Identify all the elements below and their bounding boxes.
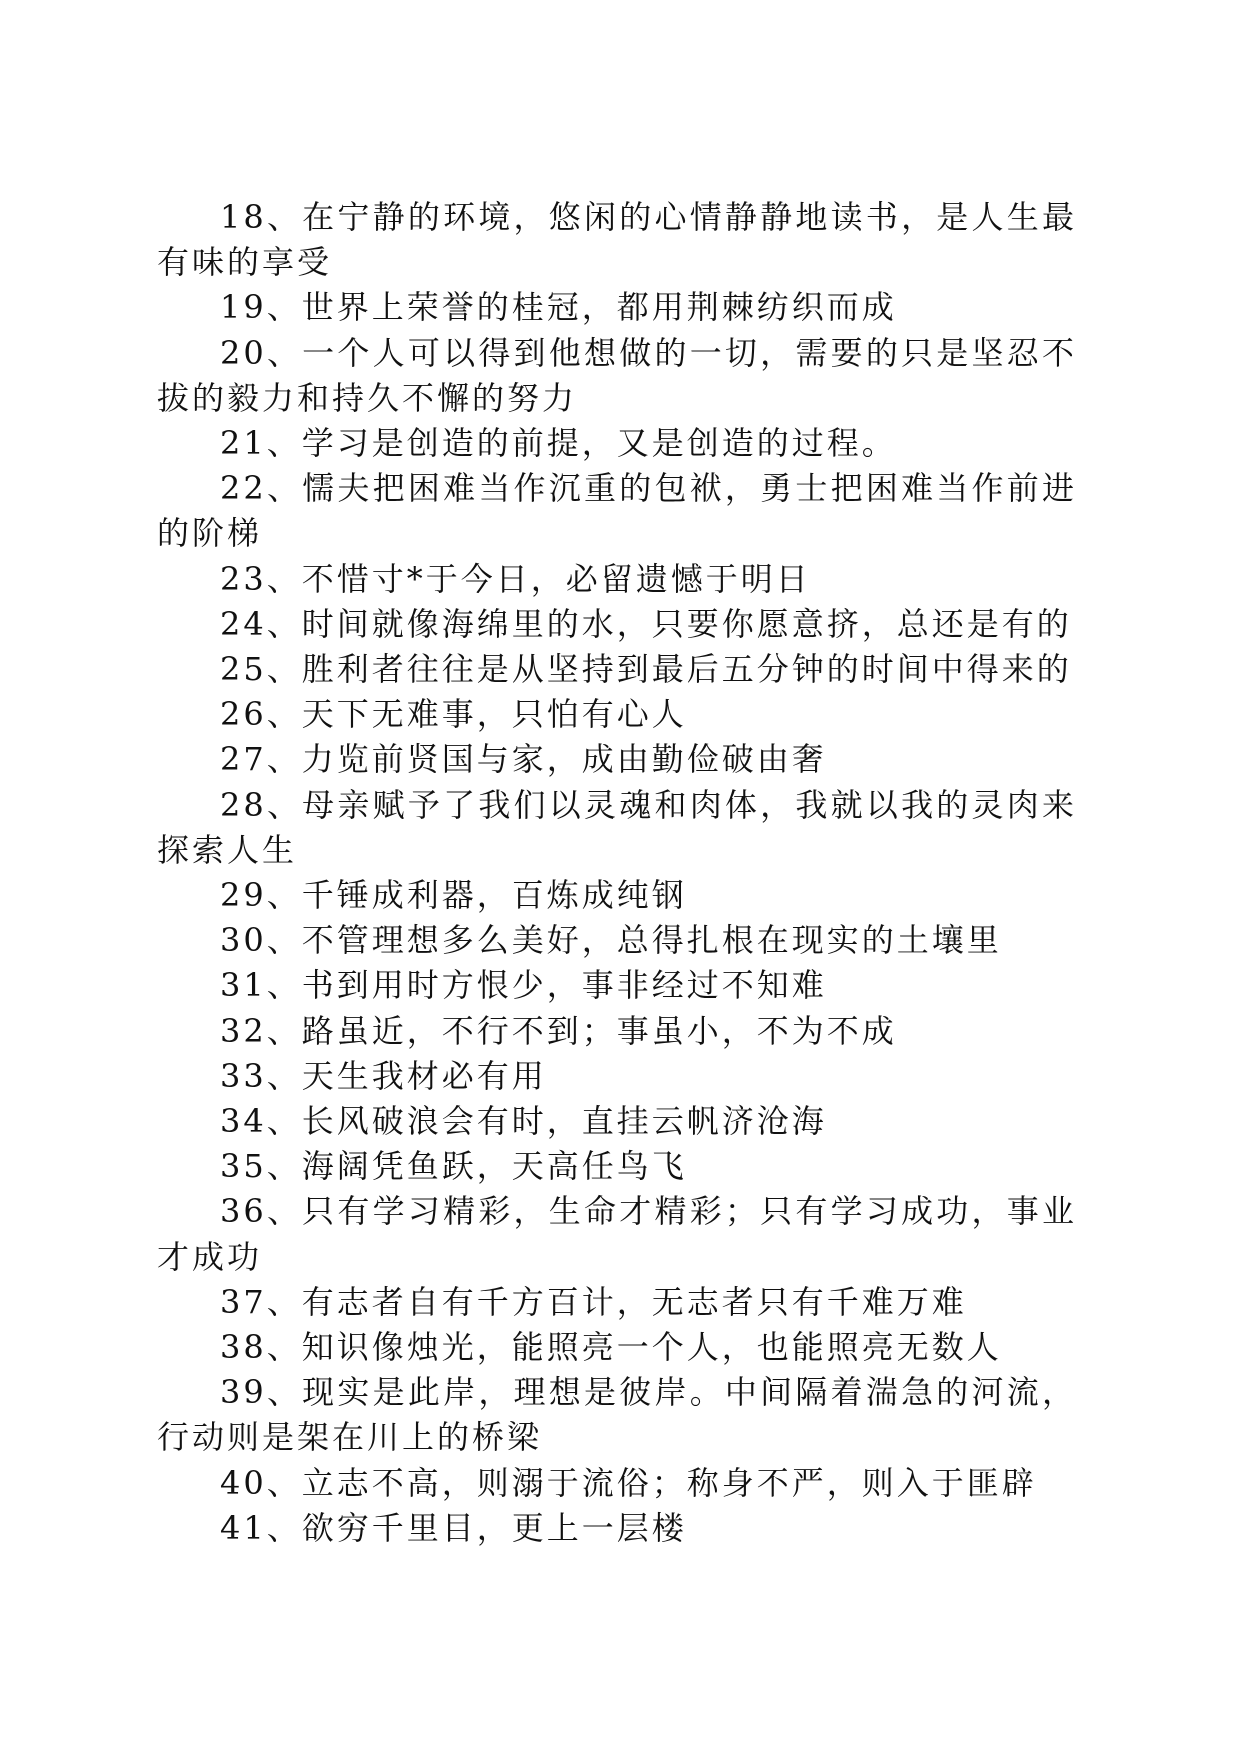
- quote-item: 39、现实是此岸，理想是彼岸。中间隔着湍急的河流，行动则是架在川上的桥梁: [157, 1373, 1077, 1457]
- quote-item: 24、时间就像海绵里的水，只要你愿意挤，总还是有的: [220, 604, 1072, 643]
- quote-item: 23、不惜寸*于今日，必留遗憾于明日: [220, 559, 811, 598]
- quote-item: 19、世界上荣誉的桂冠，都用荆棘纺织而成: [220, 288, 897, 327]
- quote-item: 21、学习是创造的前提，又是创造的过程。: [220, 424, 897, 463]
- quote-item: 20、一个人可以得到他想做的一切，需要的只是坚忍不拔的毅力和持久不懈的努力: [157, 333, 1077, 417]
- quote-item: 38、知识像烛光，能照亮一个人，也能照亮无数人: [220, 1328, 1002, 1367]
- quote-item: 36、只有学习精彩，生命才精彩；只有学习成功，事业才成功: [157, 1192, 1077, 1276]
- quote-item: 25、胜利者往往是从坚持到最后五分钟的时间中得来的: [220, 650, 1072, 689]
- quote-item: 30、不管理想多么美好，总得扎根在现实的土壤里: [220, 921, 1002, 960]
- quote-item: 22、懦夫把困难当作沉重的包袱，勇士把困难当作前进的阶梯: [157, 469, 1077, 553]
- quote-item: 37、有志者自有千方百计，无志者只有千难万难: [220, 1282, 967, 1321]
- quote-item: 18、在宁静的环境，悠闲的心情静静地读书，是人生最有味的享受: [157, 198, 1077, 282]
- quote-item: 33、天生我材必有用: [220, 1056, 547, 1095]
- quote-item: 29、千锤成利器，百炼成纯钢: [220, 876, 687, 915]
- quote-item: 40、立志不高，则溺于流俗；称身不严，则入于匪辟: [220, 1463, 1037, 1502]
- quote-item: 26、天下无难事，只怕有心人: [220, 695, 687, 734]
- quote-item: 32、路虽近，不行不到；事虽小，不为不成: [220, 1011, 897, 1050]
- quote-item: 27、力览前贤国与家，成由勤俭破由奢: [220, 740, 827, 779]
- quote-item: 31、书到用时方恨少，事非经过不知难: [220, 966, 827, 1005]
- quote-item: 28、母亲赋予了我们以灵魂和肉体，我就以我的灵肉来探索人生: [157, 785, 1077, 869]
- quote-list: [157, 195, 1077, 1551]
- quote-item: 35、海阔凭鱼跃，天高任鸟飞: [220, 1147, 687, 1186]
- quote-item: 34、长风破浪会有时，直挂云帆济沧海: [220, 1102, 827, 1141]
- quote-item: 41、欲穷千里目，更上一层楼: [220, 1508, 687, 1547]
